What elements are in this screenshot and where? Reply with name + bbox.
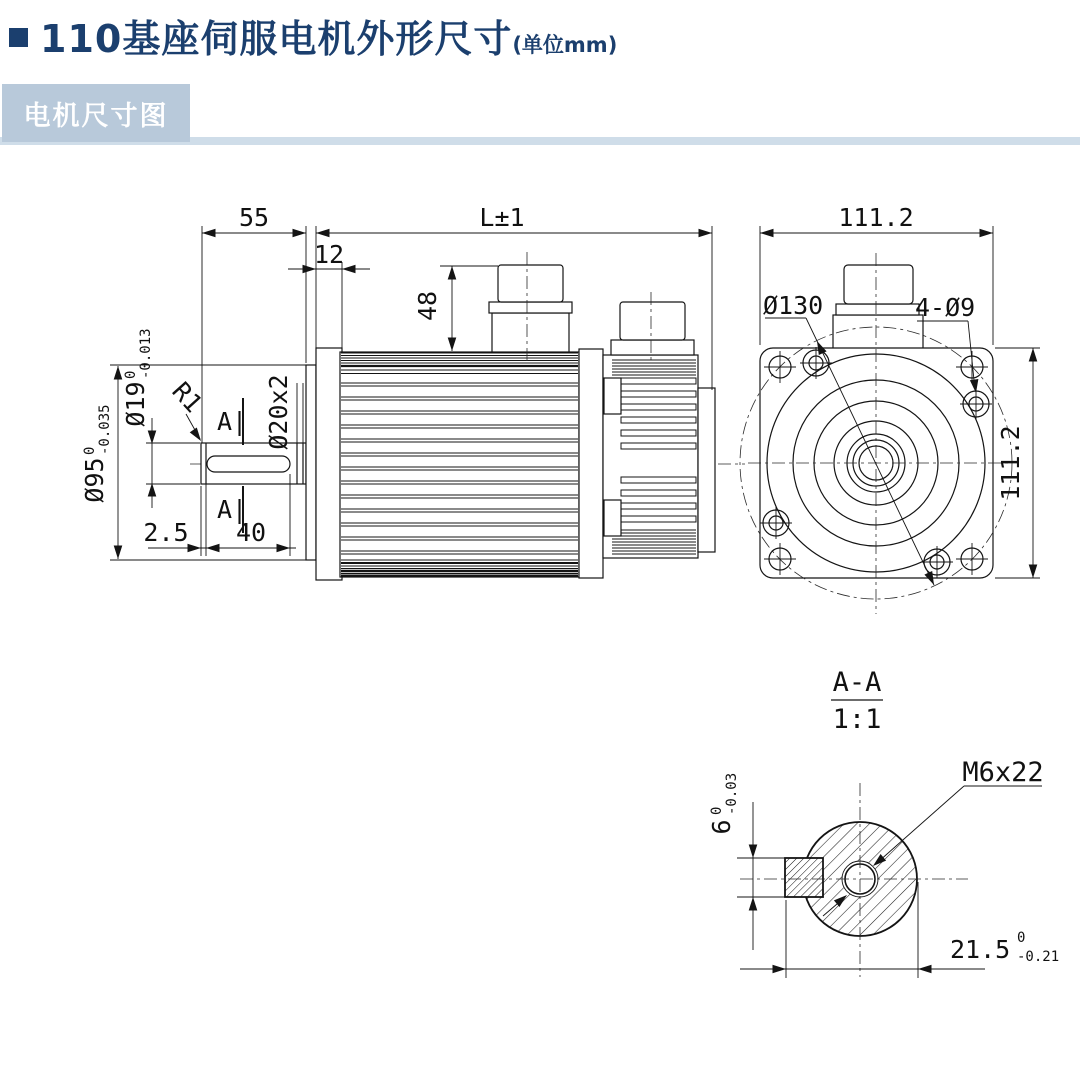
- dim-groove-label: [264, 374, 303, 449]
- spigot-boss: [306, 365, 316, 560]
- svg-text:Ø20x2: Ø20x2: [264, 374, 293, 450]
- key-section: [785, 858, 823, 897]
- mounting-flange: [316, 348, 342, 580]
- dim-connector-height: [413, 266, 498, 351]
- svg-text:Ø95: Ø95: [80, 457, 109, 503]
- side-view: [80, 203, 745, 580]
- svg-text:0: 0: [123, 370, 139, 379]
- svg-text:0: 0: [82, 446, 98, 455]
- dim-flange-height: [995, 348, 1040, 578]
- svg-text:A|: A|: [216, 407, 248, 436]
- svg-text:111.2: 111.2: [996, 425, 1025, 501]
- svg-text:R1: R1: [166, 376, 209, 419]
- section-title: [831, 667, 883, 735]
- svg-text:-0.035: -0.035: [97, 404, 113, 455]
- dim-flange-thickness: [288, 240, 370, 348]
- svg-text:55: 55: [238, 203, 270, 232]
- svg-text:-0.03: -0.03: [724, 772, 740, 815]
- svg-text:-0.013: -0.013: [138, 328, 154, 379]
- svg-text:2.5: 2.5: [143, 518, 189, 547]
- svg-text:L±1: L±1: [479, 203, 525, 232]
- svg-text:40: 40: [235, 518, 267, 547]
- dim-key-width: [707, 773, 787, 950]
- svg-text:0: 0: [1017, 930, 1026, 946]
- svg-text:Ø19: Ø19: [121, 381, 150, 427]
- rear-end-plate: [698, 388, 715, 552]
- encoder-connector: [611, 292, 694, 362]
- tab-label: 电机尺寸图: [23, 100, 169, 132]
- svg-text:12: 12: [313, 240, 345, 269]
- svg-text:A-A: A-A: [832, 667, 882, 698]
- svg-text:21.5: 21.5: [950, 935, 1011, 964]
- power-connector: [489, 252, 572, 362]
- front-connector: [833, 265, 923, 349]
- svg-text:Ø130: Ø130: [763, 291, 824, 320]
- svg-text:6: 6: [707, 819, 736, 835]
- rear-step-top: [604, 378, 621, 414]
- svg-text:4-Ø9: 4-Ø9: [915, 293, 976, 322]
- svg-text:111.2: 111.2: [838, 203, 914, 232]
- svg-text:0: 0: [709, 806, 725, 815]
- rear-step-bottom: [604, 500, 621, 536]
- front-view: [740, 203, 1040, 614]
- svg-text:48: 48: [413, 290, 442, 322]
- svg-text:1:1: 1:1: [832, 704, 882, 735]
- svg-text:A|: A|: [216, 495, 248, 524]
- end-ring: [579, 349, 603, 578]
- svg-text:M6x22: M6x22: [962, 757, 1044, 788]
- shaft-keyway: [207, 456, 290, 472]
- unit-note: (单位mm): [512, 33, 618, 57]
- title-text: 110基座伺服电机外形尺寸: [40, 17, 513, 61]
- section-view: [707, 667, 1059, 978]
- svg-text:-0.21: -0.21: [1017, 949, 1060, 965]
